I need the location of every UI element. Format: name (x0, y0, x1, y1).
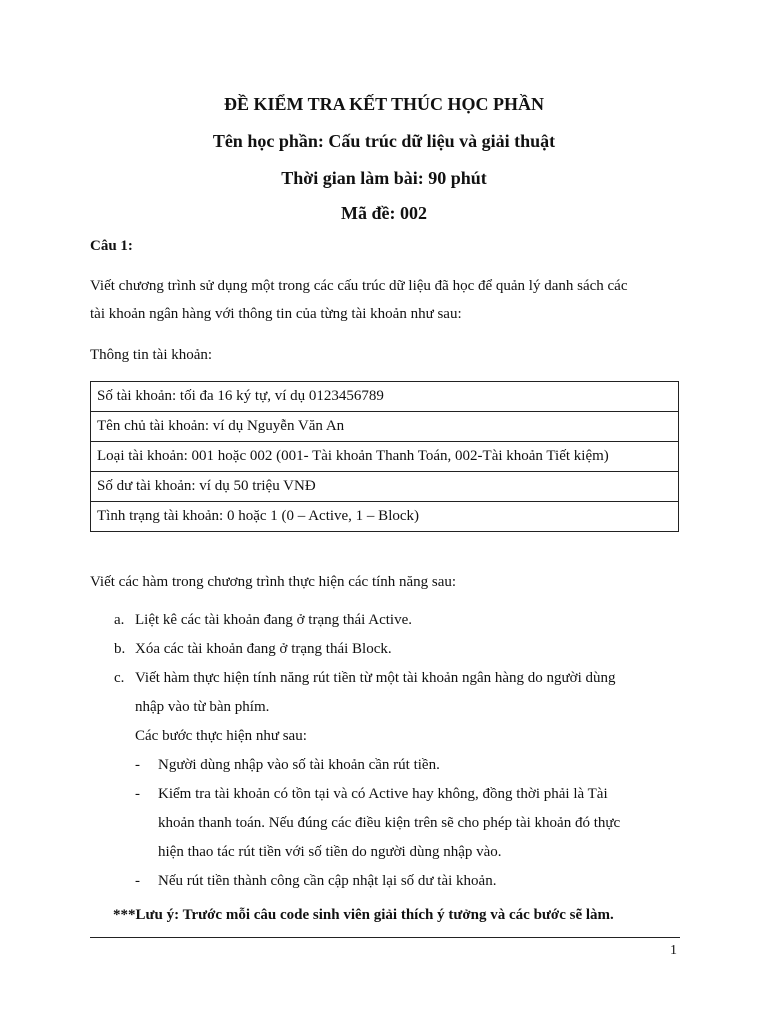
table-cell: Số dư tài khoản: ví dụ 50 triệu VNĐ (91, 472, 679, 502)
page-number: 1 (670, 943, 677, 958)
list-item-text: Xóa các tài khoản đang ở trạng thái Block. (135, 641, 392, 657)
list-marker: a. (114, 612, 125, 628)
table-row (91, 442, 679, 472)
step-text: hiện thao tác rút tiền với số tiền do người dùng nhập vào. (158, 844, 502, 860)
info-label: Thông tin tài khoản: (90, 347, 213, 363)
table-cell: Tình trạng tài khoản: 0 hoặc 1 (0 – Active, 1 – Block) (91, 502, 679, 532)
table-row (91, 472, 679, 502)
list-marker: b. (114, 641, 126, 657)
table-row (91, 502, 679, 532)
step-text: Người dùng nhập vào số tài khoản cần rút tiền. (158, 757, 440, 773)
list-item (90, 664, 690, 693)
table-cell: Loại tài khoản: 001 hoặc 002 (001- Tài khoản Thanh Toán, 002-Tài khoản Tiết kiệm) (91, 442, 679, 472)
table-cell: Số tài khoản: tối đa 16 ký tự, ví dụ 0123456789 (91, 382, 679, 412)
question-label: Câu 1: (90, 238, 133, 254)
intro-line: tài khoản ngân hàng với thông tin của từng tài khoản như sau: (90, 306, 462, 322)
list-item-text: Liệt kê các tài khoản đang ở trạng thái Active. (135, 612, 412, 628)
exam-title: ĐỀ KIỂM TRA KẾT THÚC HỌC PHẦN (223, 94, 545, 114)
list-item-continuation (90, 693, 690, 722)
list-item-text: nhập vào từ bàn phím. (135, 699, 270, 715)
account-info-table (90, 381, 679, 532)
step-continuation (90, 809, 690, 838)
step-item (90, 780, 690, 809)
steps-label-row (90, 722, 690, 751)
table-row (91, 412, 679, 442)
intro-line: Viết chương trình sử dụng một trong các cấu trúc dữ liệu đã học để quản lý danh sách các (90, 278, 628, 294)
step-item (90, 867, 690, 896)
steps-label: Các bước thực hiện như sau: (135, 728, 307, 744)
step-text: Nếu rút tiền thành công cần cập nhật lại số dư tài khoản. (158, 873, 497, 889)
exam-code: Mã đề: 002 (341, 203, 427, 223)
list-item (90, 606, 690, 635)
step-item (90, 751, 690, 780)
table-row (91, 382, 679, 412)
step-text: Kiểm tra tài khoản có tồn tại và có Active hay không, đồng thời phải là Tài (158, 786, 608, 802)
dash-marker: - (135, 873, 140, 889)
functions-intro: Viết các hàm trong chương trình thực hiện các tính năng sau: (90, 574, 457, 590)
exam-duration: Thời gian làm bài: 90 phút (281, 168, 487, 188)
table-cell: Tên chủ tài khoản: ví dụ Nguyễn Văn An (91, 412, 679, 442)
dash-marker: - (135, 757, 140, 773)
note: ***Lưu ý: Trước mỗi câu code sinh viên giải thích ý tưởng và các bước sẽ làm. (113, 907, 614, 923)
course-name: Tên học phần: Cấu trúc dữ liệu và giải thuật (212, 131, 556, 151)
footer-divider (90, 937, 680, 938)
list-marker: c. (114, 670, 125, 686)
list-item (90, 635, 690, 664)
question-intro (90, 272, 690, 328)
list-item-text: Viết hàm thực hiện tính năng rút tiền từ một tài khoản ngân hàng do người dùng (135, 670, 616, 686)
dash-marker: - (135, 786, 140, 802)
step-continuation (90, 838, 690, 867)
task-list (90, 606, 690, 896)
step-text: khoản thanh toán. Nếu đúng các điều kiện trên sẽ cho phép tài khoản đó thực (158, 815, 621, 831)
